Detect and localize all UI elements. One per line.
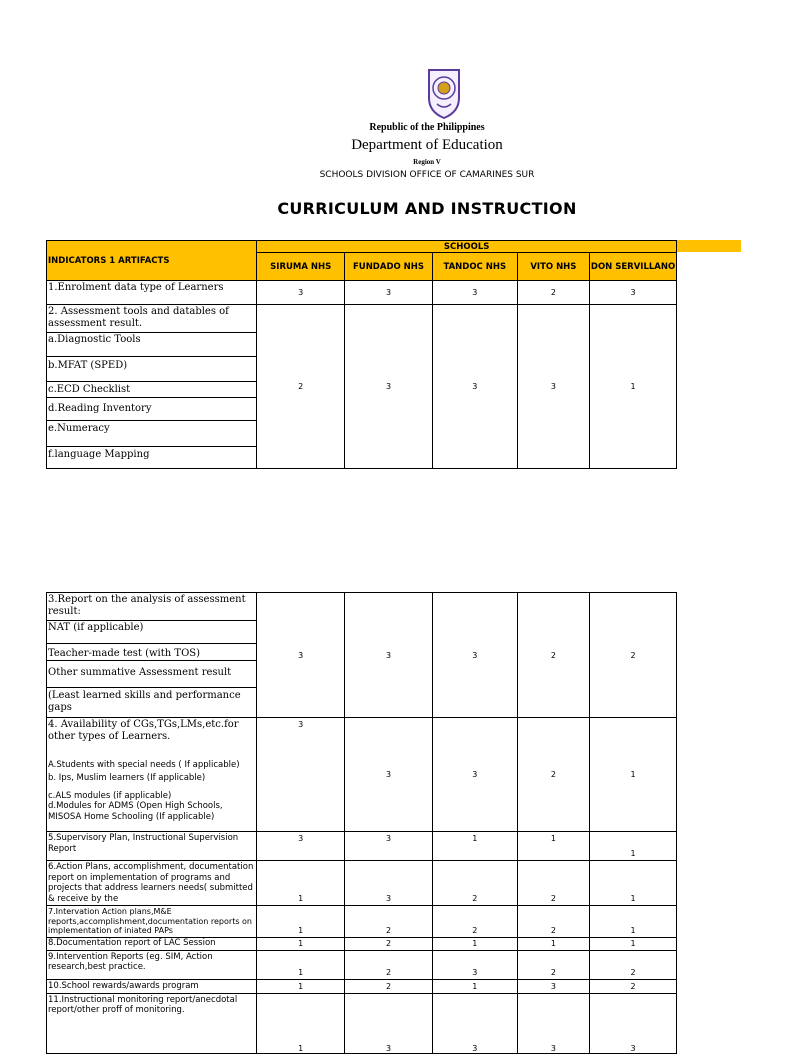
republic-heading: Republic of the Philippines xyxy=(369,122,485,133)
indicator-label: 5.Supervisory Plan, Instructional Supervision Report xyxy=(47,832,257,861)
score-cell: 1 xyxy=(257,950,345,979)
score-cell: 3 xyxy=(345,593,433,718)
score-cell: 2 xyxy=(517,950,589,979)
score-cell: 3 xyxy=(345,832,433,861)
score-cell: 1 xyxy=(590,305,677,469)
score-cell: 3 xyxy=(432,718,517,832)
score-cell: 3 xyxy=(257,832,345,861)
table-row xyxy=(47,950,677,979)
indicator-sub-label: d.Reading Inventory xyxy=(47,398,256,421)
table-row xyxy=(47,979,677,993)
indicator-sub-label: c.ECD Checklist xyxy=(47,382,256,398)
assessment-table-bottom xyxy=(46,592,677,1054)
school-vito: VITO NHS xyxy=(517,253,589,281)
table-row xyxy=(47,861,677,906)
page-title: CURRICULUM AND INSTRUCTION xyxy=(277,199,577,218)
score-cell: 3 xyxy=(517,305,589,469)
indicator-sub-label: e.Numeracy xyxy=(47,421,256,447)
score-cell: 2 xyxy=(432,906,517,938)
indicator-sub-label: Teacher-made test (with TOS) xyxy=(47,644,256,661)
indicator-label: 4. Availability of CGs,TGs,LMs,etc.for other types of Learners. xyxy=(48,719,239,742)
indicator-cell xyxy=(47,718,257,832)
score-cell: 2 xyxy=(517,861,589,906)
header-accent-strip xyxy=(677,240,741,252)
score-cell: 3 xyxy=(517,979,589,993)
indicator-label: 2. Assessment tools and datables of assessment result. xyxy=(47,305,256,333)
score-cell: 1 xyxy=(590,937,677,950)
score-cell: 3 xyxy=(345,993,433,1053)
table-row xyxy=(47,906,677,938)
school-tandoc: TANDOC NHS xyxy=(432,253,517,281)
indicator-sub-label: NAT (if applicable) xyxy=(47,621,256,644)
region-heading: Region V xyxy=(413,158,441,166)
score-cell: 2 xyxy=(590,593,677,718)
indicator-label: 9.Intervention Reports (eg. SIM, Action research,best practice. xyxy=(47,950,257,979)
indicators-header: INDICATORS 1 ARTIFACTS xyxy=(47,241,257,281)
indicator-sub-label: b. Ips, Muslim learners (If applicable) xyxy=(48,772,206,783)
score-cell: 1 xyxy=(257,861,345,906)
score-cell: 3 xyxy=(257,281,345,305)
indicator-sub-label: a.Diagnostic Tools xyxy=(47,333,256,357)
table-row xyxy=(47,832,677,861)
indicator-sub-label: Other summative Assessment result xyxy=(47,661,256,688)
score-cell: 2 xyxy=(517,906,589,938)
score-cell: 1 xyxy=(590,861,677,906)
score-cell: 3 xyxy=(345,861,433,906)
assessment-table-top xyxy=(46,240,677,469)
score-cell: 1 xyxy=(432,937,517,950)
score-cell: 3 xyxy=(432,950,517,979)
score-cell: 3 xyxy=(432,593,517,718)
schools-header: SCHOOLS xyxy=(257,241,677,253)
score-cell: 1 xyxy=(517,937,589,950)
indicator-label: 8.Documentation report of LAC Session xyxy=(47,937,257,950)
deped-seal-icon xyxy=(425,68,463,120)
score-cell: 3 xyxy=(432,281,517,305)
indicator-sub-label: (Least learned skills and performance gaps xyxy=(48,690,241,713)
score-cell: 3 xyxy=(345,718,433,832)
score-cell: 1 xyxy=(590,832,677,861)
indicator-sub-label: f.language Mapping xyxy=(48,449,150,460)
indicator-label: 7.Intervation Action plans,M&E reports,accomplishment,documentation reports on implementation of iniated PAPs xyxy=(47,906,257,938)
indicator-sub-label: A.Students with special needs ( If applicable) xyxy=(48,760,240,770)
score-cell: 3 xyxy=(590,281,677,305)
table-row xyxy=(47,993,677,1053)
table-row xyxy=(47,281,677,305)
indicator-sub-label: c.ALS modules (if applicable) xyxy=(48,790,172,801)
score-cell: 2 xyxy=(345,979,433,993)
division-heading: SCHOOLS DIVISION OFFICE OF CAMARINES SUR xyxy=(319,170,535,180)
table-row xyxy=(47,593,677,718)
score-cell: 3 xyxy=(345,305,433,469)
indicator-label: 6.Action Plans, accomplishment, documentation report on implementation of programs and projects that address learners needs( submitted & receive by the xyxy=(47,861,257,906)
table-row xyxy=(47,305,677,469)
score-cell: 3 xyxy=(432,305,517,469)
department-heading: Department of Education xyxy=(351,137,503,153)
score-cell: 2 xyxy=(345,937,433,950)
score-cell: 2 xyxy=(517,593,589,718)
school-fundado: FUNDADO NHS xyxy=(345,253,433,281)
score-cell: 2 xyxy=(432,861,517,906)
score-cell: 2 xyxy=(345,906,433,938)
score-cell: 2 xyxy=(590,979,677,993)
indicator-sub-label: b.MFAT (SPED) xyxy=(47,357,256,382)
score-cell: 3 xyxy=(257,593,345,718)
table-row xyxy=(47,718,677,832)
indicator-label: 1.Enrolment data type of Learners xyxy=(47,281,257,305)
table-row xyxy=(47,937,677,950)
score-cell: 1 xyxy=(517,832,589,861)
score-cell: 1 xyxy=(432,832,517,861)
score-cell: 1 xyxy=(257,979,345,993)
indicator-sub-label: d.Modules for ADMS (Open High Schools, MISOSA Home Schooling (If applicable) xyxy=(48,801,223,822)
indicator-cell xyxy=(47,305,257,469)
score-cell: 2 xyxy=(517,718,589,832)
indicator-cell xyxy=(47,593,257,718)
score-cell: 2 xyxy=(590,950,677,979)
indicator-label: 11.Instructional monitoring report/anecdotal report/other proff of monitoring. xyxy=(47,993,257,1053)
indicator-label: 3.Report on the analysis of assessment result: xyxy=(47,593,256,621)
score-cell: 2 xyxy=(517,281,589,305)
score-cell: 2 xyxy=(345,950,433,979)
score-cell: 1 xyxy=(257,993,345,1053)
score-cell: 1 xyxy=(590,718,677,832)
score-cell: 1 xyxy=(257,906,345,938)
score-cell: 3 xyxy=(257,718,345,832)
school-don-servillano: DON SERVILLANO xyxy=(590,253,677,281)
school-siruma: SIRUMA NHS xyxy=(257,253,345,281)
score-cell: 1 xyxy=(432,979,517,993)
score-cell: 1 xyxy=(590,906,677,938)
score-cell: 3 xyxy=(345,281,433,305)
score-cell: 3 xyxy=(517,993,589,1053)
score-cell: 1 xyxy=(257,937,345,950)
indicator-label: 10.School rewards/awards program xyxy=(47,979,257,993)
score-cell: 3 xyxy=(432,993,517,1053)
score-cell: 3 xyxy=(590,993,677,1053)
score-cell: 2 xyxy=(257,305,345,469)
